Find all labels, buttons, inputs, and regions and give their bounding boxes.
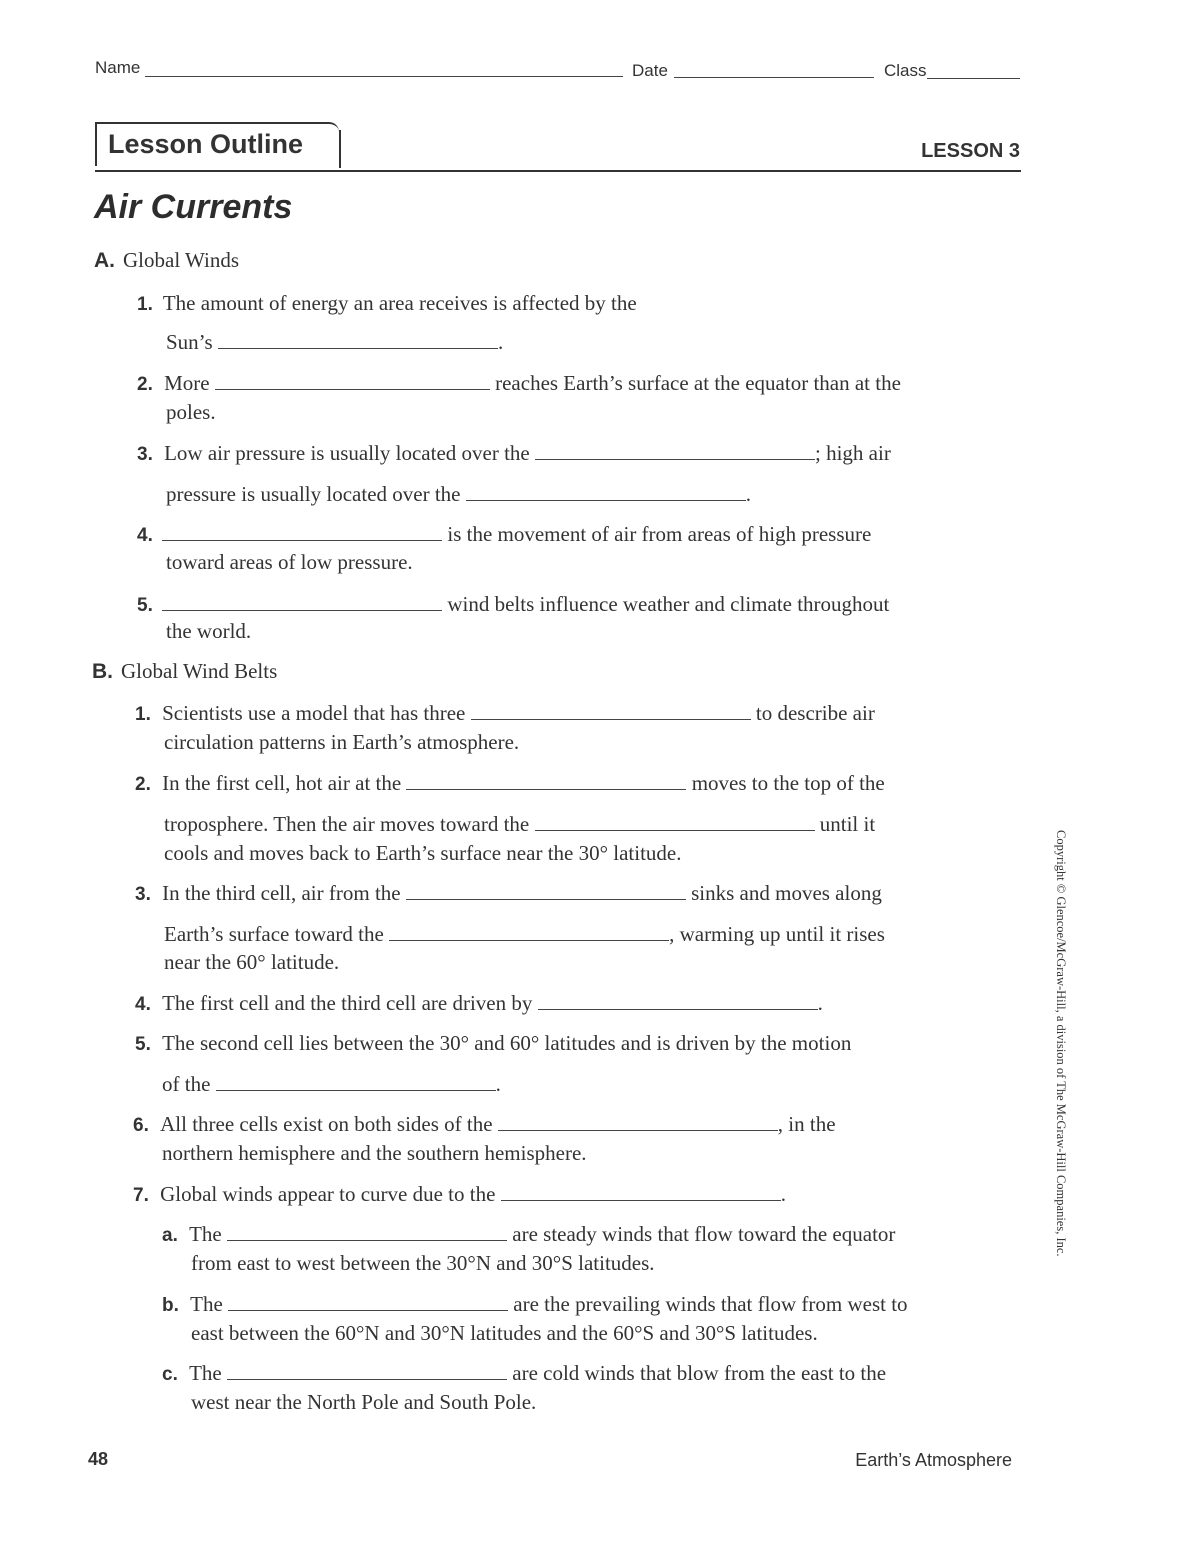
item-text: is the movement of air from areas of high pressure [447,522,872,546]
item-text: The [189,1222,222,1246]
item-text: Earth’s surface toward the [164,922,384,946]
section-b-heading [92,659,277,684]
answer-blank[interactable] [227,1365,507,1380]
list-item-a5-line2: the world. [166,619,252,643]
list-item-b7a-line2: from east to west between the 30°N and 30°S latitudes. [191,1251,655,1275]
item-text: , in the [777,1112,836,1136]
list-item-b4 [135,991,823,1016]
item-text: . [495,1072,501,1096]
date-label: Date [632,61,668,80]
answer-blank[interactable] [227,1226,507,1241]
item-text: Scientists use a model that has three [162,701,466,725]
answer-blank[interactable] [228,1296,508,1311]
item-text: More [164,371,210,395]
answer-blank[interactable] [215,375,490,390]
page-title: Air Currents [94,188,293,226]
list-item-b7c-line2: west near the North Pole and South Pole. [191,1390,537,1414]
list-item-a5 [137,592,889,617]
item-text: All three cells exist on both sides of the [160,1112,493,1136]
answer-blank[interactable] [501,1186,781,1201]
item-text: Sun’s [166,330,213,354]
page-number: 48 [88,1449,109,1469]
answer-blank[interactable] [535,445,815,460]
answer-blank[interactable] [162,526,442,541]
list-item-a1 [137,291,637,316]
list-item-b1 [135,701,875,726]
item-text: The first cell and the third cell are driven by [162,991,533,1015]
item-text: The second cell lies between the 30° and 60° latitudes and is driven by the motion [162,1031,852,1055]
item-text: The amount of energy an area receives is affected by the [162,291,637,315]
item-number: 4. [135,994,151,1015]
answer-blank[interactable] [498,1116,778,1131]
item-text: sinks and moves along [691,881,882,905]
item-text: . [745,482,751,506]
answer-blank[interactable] [535,816,815,831]
item-text: Low air pressure is usually located over the [164,441,530,465]
list-item-a2 [137,371,901,396]
list-item-b7b [162,1292,908,1317]
item-number: 3. [135,884,151,905]
item-number: 7. [133,1185,149,1206]
list-item-b7b-line2: east between the 60°N and 30°N latitudes and the 60°S and 30°S latitudes. [191,1321,818,1345]
item-text: moves to the top of the [691,771,885,795]
item-text: . [817,991,823,1015]
list-item-a3-line2 [166,482,751,507]
item-letter: a. [162,1225,178,1246]
list-item-b5 [135,1031,851,1056]
answer-blank[interactable] [218,334,498,349]
item-text: until it [819,812,876,836]
item-text: reaches Earth’s surface at the equator than at the [495,371,901,395]
answer-blank[interactable] [406,775,686,790]
item-text: wind belts influence weather and climate throughout [447,592,890,616]
list-item-b2-line2 [164,812,875,837]
list-item-a4 [137,522,871,547]
item-text: of the [162,1072,211,1096]
item-text: are cold winds that blow from the east to the [512,1361,887,1385]
item-text: The [189,1361,222,1385]
list-item-b6-line2: northern hemisphere and the southern hemisphere. [162,1141,587,1165]
item-text: Global winds appear to curve due to the [160,1182,496,1206]
name-field[interactable] [145,76,623,77]
item-text: troposphere. Then the air moves toward the [164,812,530,836]
list-item-b2-line3: cools and moves back to Earth’s surface near the 30° latitude. [164,841,682,865]
list-item-b7 [133,1182,786,1207]
item-letter: b. [162,1295,179,1316]
item-number: 5. [137,595,153,616]
item-text: . [780,1182,786,1206]
list-item-b5-line2 [162,1072,501,1097]
lesson-outline-label: Lesson Outline [108,129,304,159]
answer-blank[interactable] [389,926,669,941]
item-text: are the prevailing winds that flow from west to [513,1292,908,1316]
list-item-b7a [162,1222,895,1247]
item-text: pressure is usually located over the [166,482,461,506]
item-number: 2. [137,374,153,395]
item-number: 5. [135,1034,151,1055]
list-item-a1-line2 [166,330,503,355]
list-item-a3 [137,441,891,466]
list-item-b2 [135,771,885,796]
list-item-a2-line2: poles. [166,400,216,424]
name-label: Name [95,58,141,77]
section-b-title: Global Wind Belts [121,659,278,683]
item-text: In the third cell, air from the [162,881,401,905]
item-number: 1. [137,294,153,315]
list-item-b1-line2: circulation patterns in Earth’s atmosphere. [164,730,520,754]
list-item-b7c [162,1361,886,1386]
answer-blank[interactable] [216,1076,496,1091]
item-text: The [190,1292,223,1316]
list-item-b6 [133,1112,836,1137]
answer-blank[interactable] [406,885,686,900]
item-number: 4. [137,525,153,546]
chapter-name: Earth’s Atmosphere [855,1450,1012,1470]
item-number: 3. [137,444,153,465]
list-item-b3-line3: near the 60° latitude. [164,950,340,974]
item-text: are steady winds that flow toward the equator [512,1222,896,1246]
item-text: to describe air [755,701,875,725]
item-text: . [497,330,504,354]
list-item-a4-line2: toward areas of low pressure. [166,550,413,574]
answer-blank[interactable] [538,995,818,1010]
list-item-b3-line2 [164,922,885,947]
date-field[interactable] [674,77,874,78]
section-a-title: Global Winds [123,248,240,272]
item-text: ; high air [815,441,891,465]
header-rule [95,170,1021,172]
answer-blank[interactable] [162,596,442,611]
class-label: Class [884,61,927,80]
item-letter: c. [162,1364,178,1385]
item-text: In the first cell, hot air at the [162,771,402,795]
answer-blank[interactable] [471,705,751,720]
list-item-b3 [135,881,882,906]
copyright-notice: Copyright © Glencoe/McGraw-Hill, a division of The McGraw-Hill Companies, Inc. [1054,830,1068,1257]
answer-blank[interactable] [466,486,746,501]
section-b-letter: B. [92,660,113,683]
item-number: 6. [133,1115,149,1136]
item-text: , warming up until it rises [669,922,885,946]
item-number: 2. [135,774,151,795]
lesson-number: LESSON 3 [921,140,1020,162]
item-number: 1. [135,704,151,725]
class-field[interactable] [927,78,1020,79]
section-a-heading [94,248,239,273]
section-a-letter: A. [94,249,115,272]
